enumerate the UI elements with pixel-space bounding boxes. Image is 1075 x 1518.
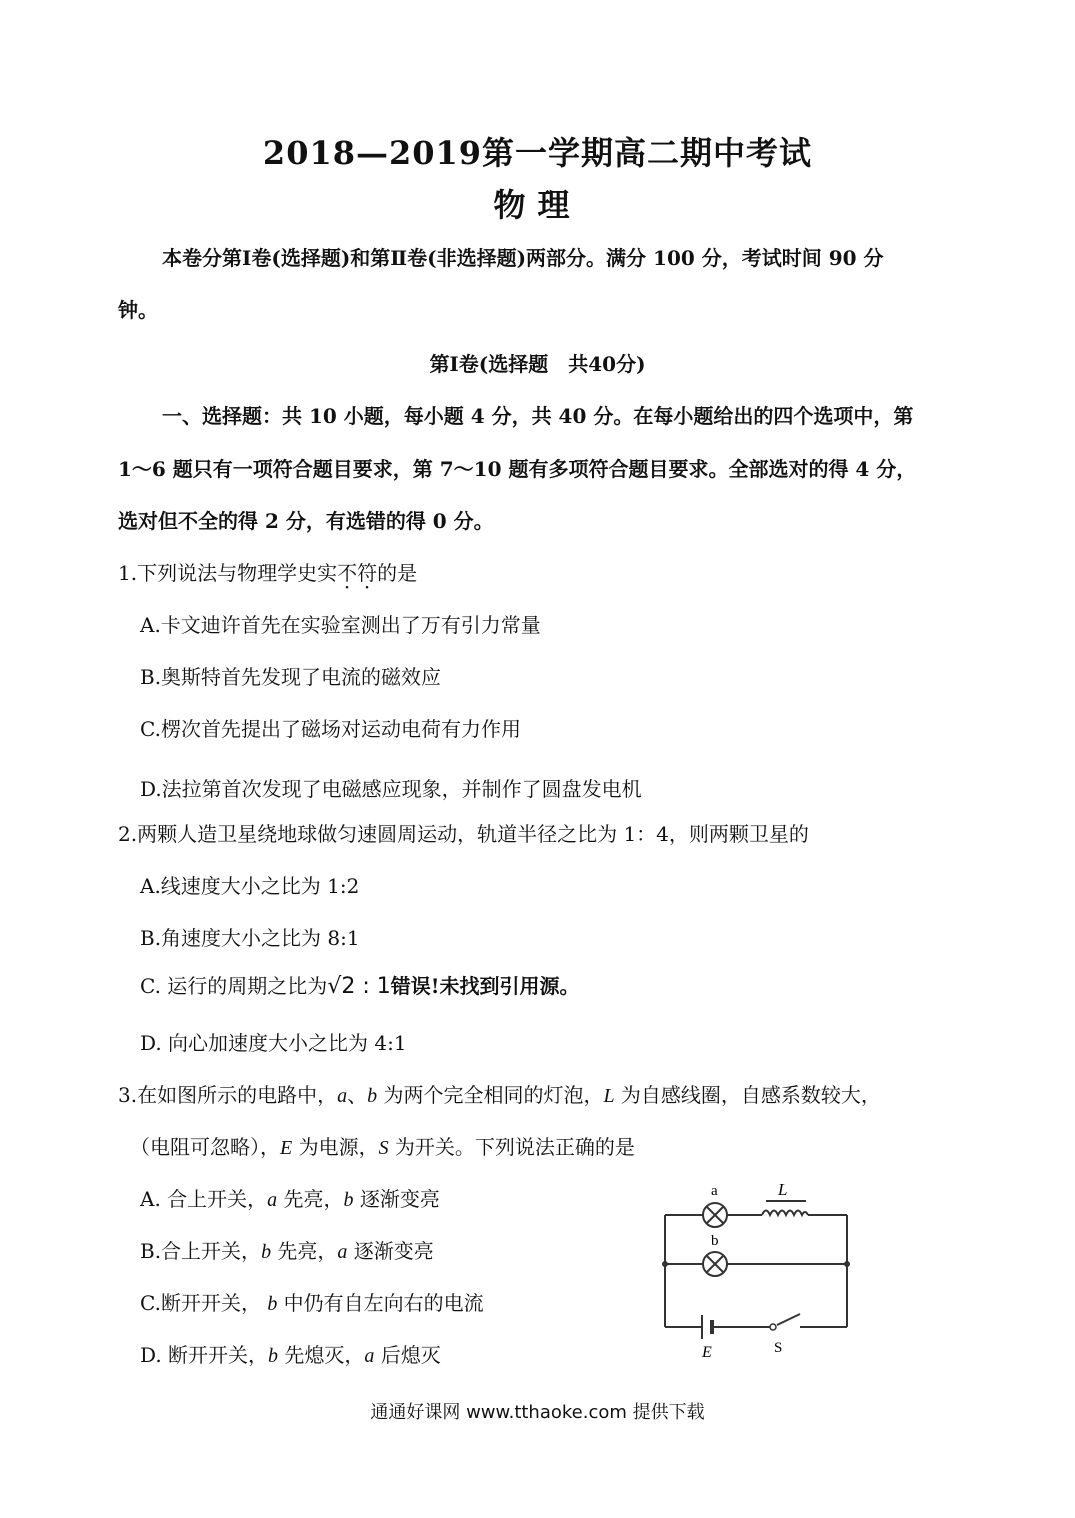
stem-text: 为两个完全相同的灯泡， (377, 1083, 604, 1107)
exam-title: 2018—2019第一学期高二期中考试 (262, 134, 813, 172)
instruction-line-1: 一、选择题：共 10 小题，每小题 4 分，共 40 分。在每小题给出的四个选项中，第 (162, 404, 914, 428)
question-3-option-a (140, 1183, 440, 1212)
var-b: b (367, 1085, 378, 1107)
question-2-option-b: B.角速度大小之比为 8:1 (140, 926, 360, 950)
var-a: a (337, 1241, 348, 1263)
label-switch: S (774, 1340, 783, 1356)
option-text: D. 断开开关， (140, 1343, 269, 1367)
question-3-stem-line-1 (118, 1079, 881, 1108)
var-a: a (267, 1189, 278, 1211)
question-3-option-d (140, 1339, 441, 1368)
option-text: B.合上开关， (140, 1239, 262, 1263)
option-text: A. 合上开关， (140, 1187, 268, 1211)
subject-title: 物理 (493, 186, 582, 224)
var-a: a (337, 1085, 348, 1107)
option-text: 后熄灭 (374, 1343, 441, 1367)
stem-text: 3.在如图所示的电路中， (118, 1083, 338, 1107)
stem-text: 为电源， (292, 1135, 379, 1159)
question-3-option-c (140, 1287, 484, 1316)
question-1-stem (118, 557, 417, 586)
label-lamp-b: b (711, 1233, 719, 1249)
var-b: b (343, 1189, 354, 1211)
instruction-line-3: 选对但不全的得 2 分，有选错的得 0 分。 (118, 509, 494, 533)
var-b: b (268, 1345, 279, 1367)
var-a: a (364, 1345, 375, 1367)
sqrt-ratio: √2 : 1 (327, 974, 391, 999)
option-text: 逐渐变亮 (347, 1239, 434, 1263)
section-heading: 第Ⅰ卷(选择题 共40分) (429, 352, 646, 376)
footer-watermark: 通通好课网 www.tthaoke.com 提供下载 (370, 1402, 705, 1423)
question-1-option-b: B.奥斯特首先发现了电流的磁效应 (140, 665, 442, 689)
var-e: E (280, 1137, 293, 1159)
var-s: S (378, 1137, 389, 1159)
question-1-option-d: D.法拉第首次发现了电磁感应现象，并制作了圆盘发电机 (140, 777, 642, 801)
label-inductor: L (778, 1180, 788, 1199)
question-2-option-a: A.线速度大小之比为 1:2 (140, 874, 360, 898)
instruction-line-2: 1～6 题只有一项符合题目要求，第 7～10 题有多项符合题目要求。全部选对的得 4 分， (118, 457, 917, 481)
option-text: C.断开开关， (140, 1291, 268, 1315)
question-1-option-a: A.卡文迪许首先在实验室测出了万有引力常量 (140, 613, 541, 637)
var-b: b (267, 1293, 278, 1315)
circuit-diagram (650, 1175, 860, 1360)
question-1-stem-post: 的是 (377, 561, 418, 585)
stem-text: 为开关。下列说法正确的是 (388, 1135, 635, 1159)
emphasis-char: 不 (337, 561, 358, 585)
stem-text: （电阻可忽略）， (130, 1135, 280, 1159)
var-b: b (261, 1241, 272, 1263)
question-1-option-c: C.楞次首先提出了磁场对运动电荷有力作用 (140, 717, 521, 741)
emphasis-char: 符 (357, 561, 378, 585)
option-text: 先亮， (277, 1187, 344, 1211)
question-1-stem-pre: 1.下列说法与物理学史实 (118, 561, 338, 585)
intro-line-2: 钟。 (118, 298, 158, 322)
question-2-option-c-text: C. 运行的周期之比为 (140, 974, 328, 998)
question-2-stem: 2.两颗人造卫星绕地球做匀速圆周运动，轨道半径之比为 1：4，则两颗卫星的 (118, 822, 809, 846)
stem-text: 为自感线圈，自感系数较大， (614, 1083, 881, 1107)
stem-text: 、 (347, 1083, 368, 1107)
option-text: 先亮， (271, 1239, 338, 1263)
label-source: E (702, 1344, 712, 1360)
option-text: 逐渐变亮 (353, 1187, 440, 1211)
intro-line-1: 本卷分第Ⅰ卷(选择题)和第Ⅱ卷(非选择题)两部分。满分 100 分，考试时间 90 分 (162, 246, 884, 270)
option-text: 中仍有自左向右的电流 (277, 1291, 484, 1315)
question-2-option-c (140, 970, 580, 999)
question-3-option-b (140, 1235, 434, 1264)
question-3-stem-line-2 (130, 1131, 635, 1160)
option-text: 先熄灭， (278, 1343, 365, 1367)
label-lamp-a: a (711, 1183, 718, 1199)
var-l: L (603, 1085, 615, 1107)
reference-error-text: 错误!未找到引用源。 (390, 974, 580, 998)
question-2-option-d: D. 向心加速度大小之比为 4:1 (140, 1031, 407, 1055)
